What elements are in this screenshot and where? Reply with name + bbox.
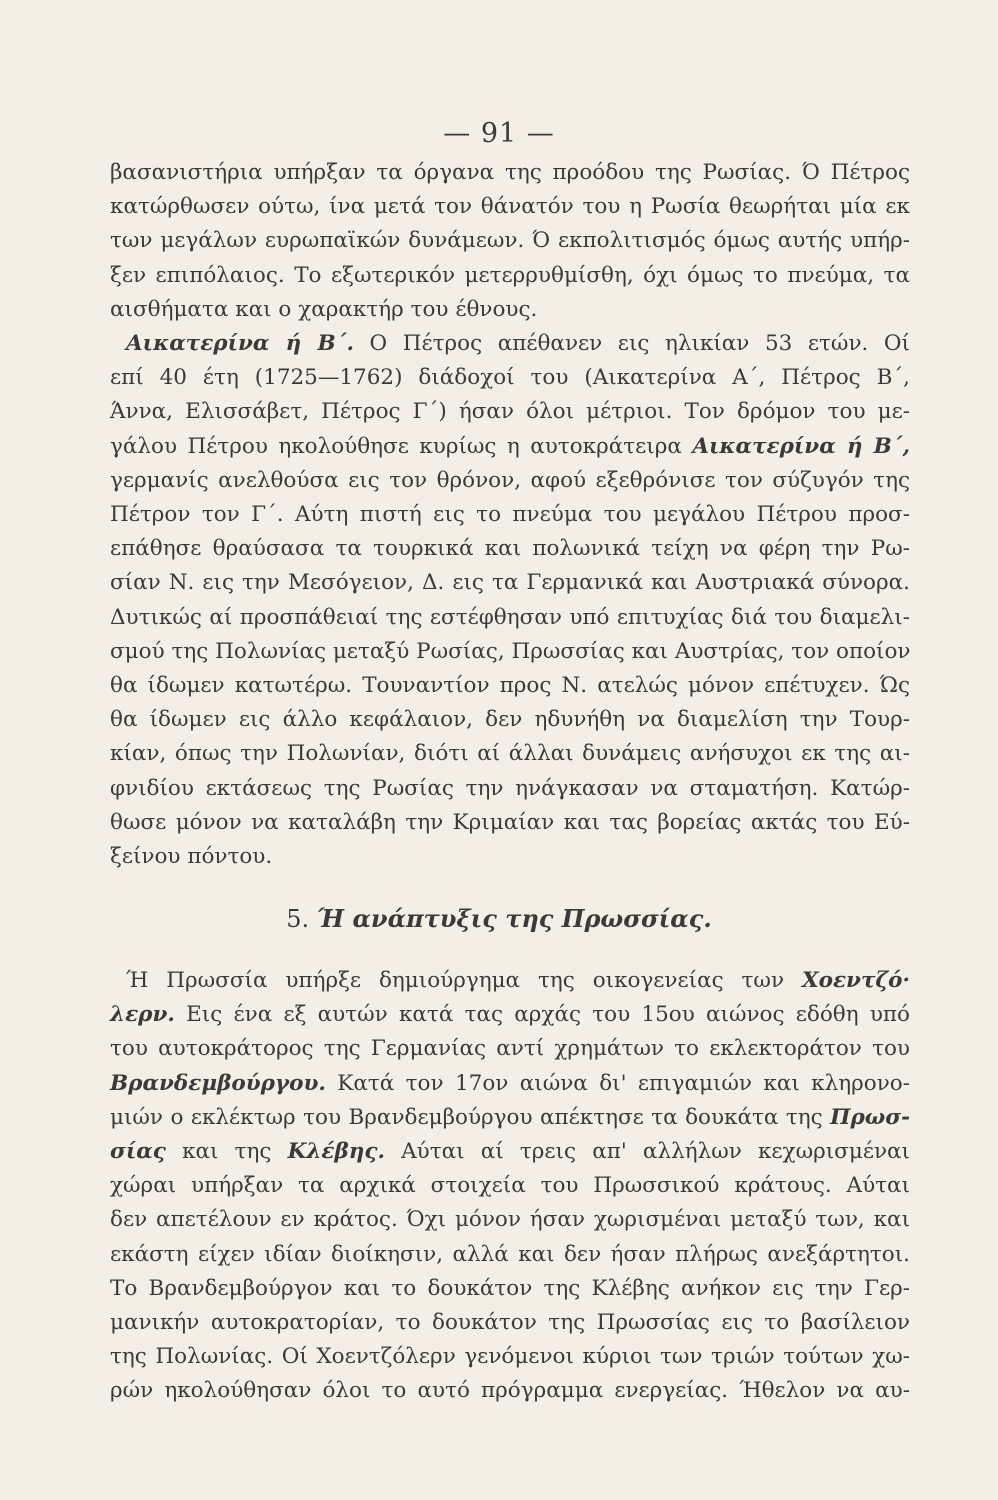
text-line: ξεν επιπόλαιος. Το εξωτερικόν μετερρυθμίσθη, όχι όμως το πνεύμα, τα — [110, 262, 910, 288]
kleve-emphasis: Κλέβης. — [287, 1139, 385, 1165]
text-line: Το Βρανδεμβούργον και το δουκάτον της Κλέβης ανήκον εις την Γερ- — [110, 1275, 910, 1301]
page-number: — 91 — — [443, 118, 555, 149]
text-line: δεν απετέλουν εν κράτος. Όχι μόνον ήσαν χωρισμέναι μεταξύ των, και — [110, 1207, 910, 1233]
text-line: της Πολωνίας. Οί Χοεντζόλερν γενόμενοι κύριοι των τριών τούτων χω- — [110, 1344, 910, 1370]
text-line: σμού της Πολωνίας μεταξύ Ρωσίας, Πρωσσίας και Αυστρίας, τον οποίον — [110, 638, 911, 664]
text-span: Αύται αί τρεις απ' αλλήλων κεχωρισμέναι — [384, 1139, 910, 1165]
brandenburg-emphasis: Βρανδεμβούργου. — [110, 1070, 326, 1096]
text-line: επάθησε θραύσασα τα τουρκικά και πολωνικά τείχη να φέρη την Ρω- — [110, 536, 910, 562]
text-line — [110, 327, 910, 361]
text-span: Εις ένα εξ αυτών κατά τας αρχάς του 15ου αιώνος εδόθη υπό — [174, 1002, 910, 1028]
text-line: θα ίδωμεν κατωτέρω. Τουναντίον προς Ν. ατελώς μόνον επέτυχεν. Ώς — [110, 673, 910, 699]
text-line: Δυτικώς αί προσπάθειαί της εστέφθησαν υπό επιτυχίας διά του διαμελι- — [110, 604, 910, 630]
section-heading — [0, 904, 998, 933]
prussia-emphasis-cont: σίας — [110, 1139, 166, 1165]
text-line: Άννα, Ελισσάβετ, Πέτρος Γ΄) ήσαν όλοι μέτριοι. Τον δρόμον του με- — [110, 399, 910, 425]
text-line: του αυτοκράτορος της Γερμανίας αντί χρημάτων το εκλεκτοράτον του — [110, 1036, 910, 1062]
text-span: Κατά τον 17ον αιώνα δι' επιγαμιών και κληρονο- — [325, 1070, 910, 1096]
text-line: θα ίδωμεν εις άλλο κεφάλαιον, δεν ηδυνήθη να διαμελίση την Τουρ- — [110, 707, 910, 733]
text-line: μανικήν αυτοκρατορίαν, το δουκάτον της Πρωσσίας εις το βασίλειον — [110, 1310, 910, 1336]
text-line — [110, 1067, 910, 1101]
hohenzollern-emphasis: Χοεντζό· — [801, 968, 910, 993]
text-line: βασανιστήρια υπήρξαν τα όργανα της προόδου της Ρωσίας. Ό Πέτρος — [110, 160, 910, 185]
catherine-subheading: Αικατερίνα ή Β΄. — [126, 331, 354, 357]
text-line: των μεγάλων ευρωπαϊκών δυνάμεων. Ό εκπολιτισμός όμως αυτής υπήρ- — [110, 228, 910, 254]
text-line: φνιδίου εκτάσεως της Ρωσίας την ηνάγκασαν να σταματήση. Κατώρ- — [110, 775, 910, 801]
text-line — [110, 964, 910, 998]
catherine-inline-emphasis: Αικατερίνα ή Β΄, — [692, 433, 910, 459]
text-span: και της — [165, 1139, 288, 1165]
text-line: σίαν Ν. εις την Μεσόγειον, Δ. εις τα Γερμανικά και Αυστριακά σύνορα. — [110, 570, 910, 596]
text-line: γερμανίς ανελθούσα εις τον θρόνον, αφού εξεθρόνισε τον σύζυγόν της — [110, 467, 910, 493]
section-number: 5. — [286, 905, 310, 933]
text-span: μιών ο εκλέκτωρ του Βρανδεμβούργου απέκτησε τα δουκάτα της — [110, 1104, 823, 1130]
text-line: κατώρθωσεν ούτω, ίνα μετά τον θάνατόν του η Ρωσία θεωρήται μία εκ — [110, 194, 910, 220]
text-line: Πέτρον τον Γ΄. Αύτη πιστή εις το πνεύμα του μεγάλου Πέτρου προσ- — [110, 502, 910, 528]
text-line: επί 40 έτη (1725—1762) διάδοχοί του (Αικατερίνα Α΄, Πέτρος Β΄, — [110, 365, 910, 391]
text-span: γάλου Πέτρου ηκολούθησε κυρίως η αυτοκράτειρα — [110, 433, 682, 459]
text-line: κίαν, όπως την Πολωνίαν, διότι αί άλλαι δυνάμεις ανήσυχοι εκ της αι- — [110, 741, 910, 767]
text-line — [110, 1135, 910, 1169]
text-line: χώραι υπήρξαν τα αρχικά στοιχεία του Πρωσσικού κράτους. Αύται — [110, 1173, 910, 1199]
hohenzollern-emphasis-cont: λερν. — [110, 1002, 175, 1028]
text-line — [110, 998, 910, 1032]
text-line: θωσε μόνον να καταλάβη την Κριμαίαν και τας βορείας ακτάς του Εύ- — [110, 809, 910, 835]
section-title: Ή ανάπτυξις της Πρωσσίας. — [316, 904, 712, 933]
text-line: ξείνου πόντου. — [110, 844, 273, 870]
text-line: ρών ηκολούθησαν όλοι το αυτό πρόγραμμα ενεργείας. Ήθελον να αυ- — [110, 1378, 910, 1404]
text-line: εκάστη είχεν ιδίαν διοίκησιν, αλλά και δεν ήσαν πλήρως ανεξάρτητοι. — [110, 1241, 910, 1267]
text-line: αισθήματα και ο χαρακτήρ του έθνους. — [110, 296, 538, 322]
text-line — [110, 1101, 910, 1135]
prussia-emphasis: Πρωσ- — [830, 1104, 910, 1130]
text-line — [110, 430, 910, 464]
body-text-section-1 — [110, 156, 910, 874]
text-span: Ή Πρωσσία υπήρξε δημιούργημα της οικογενείας των — [126, 968, 785, 993]
text-span: Ο Πέτρος απέθανεν εις ηλικίαν 53 ετών. Οί — [353, 331, 910, 357]
body-text-section-2 — [110, 964, 910, 1409]
